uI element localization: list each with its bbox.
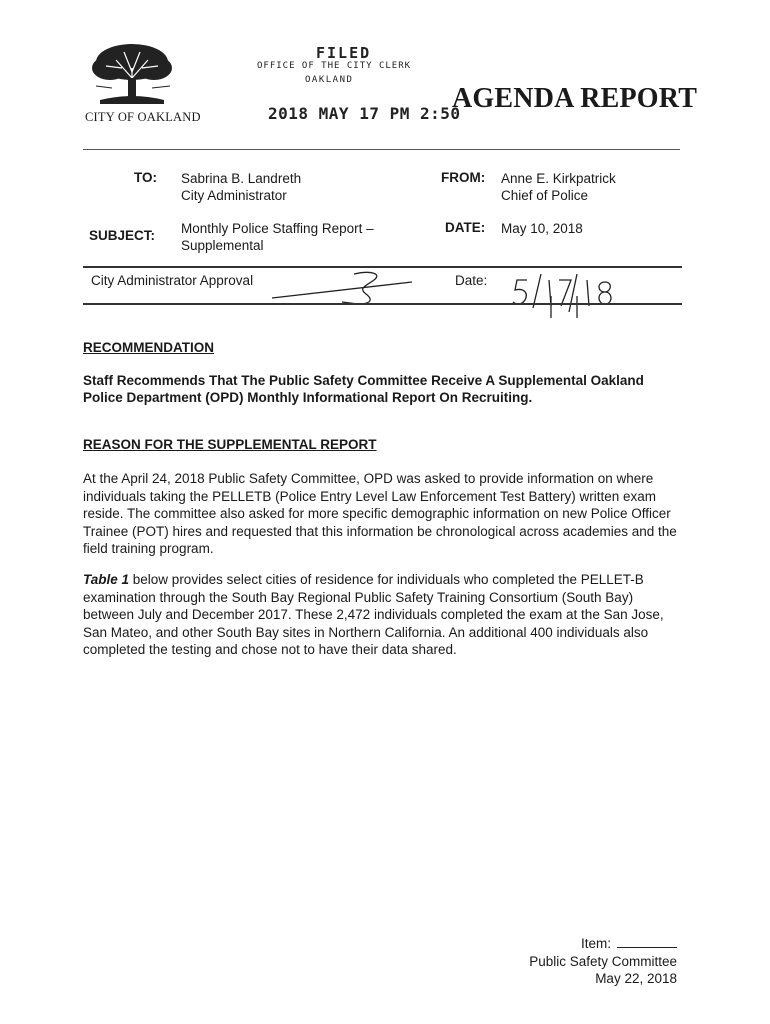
subject-line-2: Supplemental [181, 238, 264, 253]
footer-meeting-date: May 22, 2018 [595, 971, 677, 986]
reason-paragraph-1: At the April 24, 2018 Public Safety Committee, OPD was asked to provide information on where individuals taking the PELLETB (Police Entry Level Law Enforcement Test Battery) written exam reside. The committee also asked for more specific demographic information on new Police Officer Trainee (POT) hires and requested that this information be chronological across academies and the field training program. [83, 471, 677, 556]
city-name: CITY OF OAKLAND [85, 110, 201, 124]
date-value: May 10, 2018 [501, 221, 583, 236]
subject-label: SUBJECT: [89, 228, 156, 243]
from-sender [501, 170, 616, 204]
reason-heading: REASON FOR THE SUPPLEMENTAL REPORT [83, 437, 377, 452]
page-footer [480, 935, 677, 988]
handwritten-signature [262, 268, 422, 306]
to-recipient [181, 170, 301, 204]
stamp-office: OFFICE OF THE CITY CLERK [257, 61, 412, 71]
to-label: TO: [134, 170, 157, 185]
from-label: FROM: [441, 170, 486, 185]
recommendation-heading: RECOMMENDATION [83, 340, 214, 355]
item-line [480, 935, 677, 953]
date-label: DATE: [445, 220, 486, 235]
table-reference: Table 1 [83, 572, 130, 587]
item-label: Item: [580, 936, 611, 951]
subject-line-1: Monthly Police Staffing Report – [181, 221, 374, 236]
approval-date-label: Date: [455, 273, 488, 288]
to-title: City Administrator [181, 188, 287, 203]
stamp-filed: FILED [316, 44, 372, 62]
from-name: Anne E. Kirkpatrick [501, 171, 616, 186]
report-title: AGENDA REPORT [452, 83, 698, 114]
reason-paragraph-2-text: below provides select cities of residence for individuals who completed the PELLET-B examination through the South Bay Regional Public Safety Training Consortium (South Bay) between July and December 2017. These 2,472 individuals completed the exam at the San Jose, San Mateo, and other South Bay sites in Northern California. An additional 400 individuals also completed the testing and chose not to have their data shared. [83, 572, 664, 657]
stamp-datetime: 2018 MAY 17 PM 2:50 [268, 104, 461, 123]
approval-bottom-rule [83, 303, 682, 305]
recommendation-text: Staff Recommends That The Public Safety Committee Receive A Supplemental Oakland Police Department (OPD) Monthly Informational Report On Recruiting. [83, 373, 644, 405]
approval-label: City Administrator Approval [91, 273, 254, 288]
item-blank [617, 935, 677, 948]
handwritten-date [505, 270, 645, 318]
reason-paragraph-2 [83, 571, 683, 659]
city-oak-tree-logo [82, 38, 182, 110]
subject-value [181, 220, 374, 254]
to-name: Sabrina B. Landreth [181, 171, 302, 186]
from-title: Chief of Police [501, 188, 589, 203]
footer-committee: Public Safety Committee [529, 953, 677, 969]
header-divider [83, 149, 680, 150]
stamp-city: OAKLAND [305, 75, 354, 85]
